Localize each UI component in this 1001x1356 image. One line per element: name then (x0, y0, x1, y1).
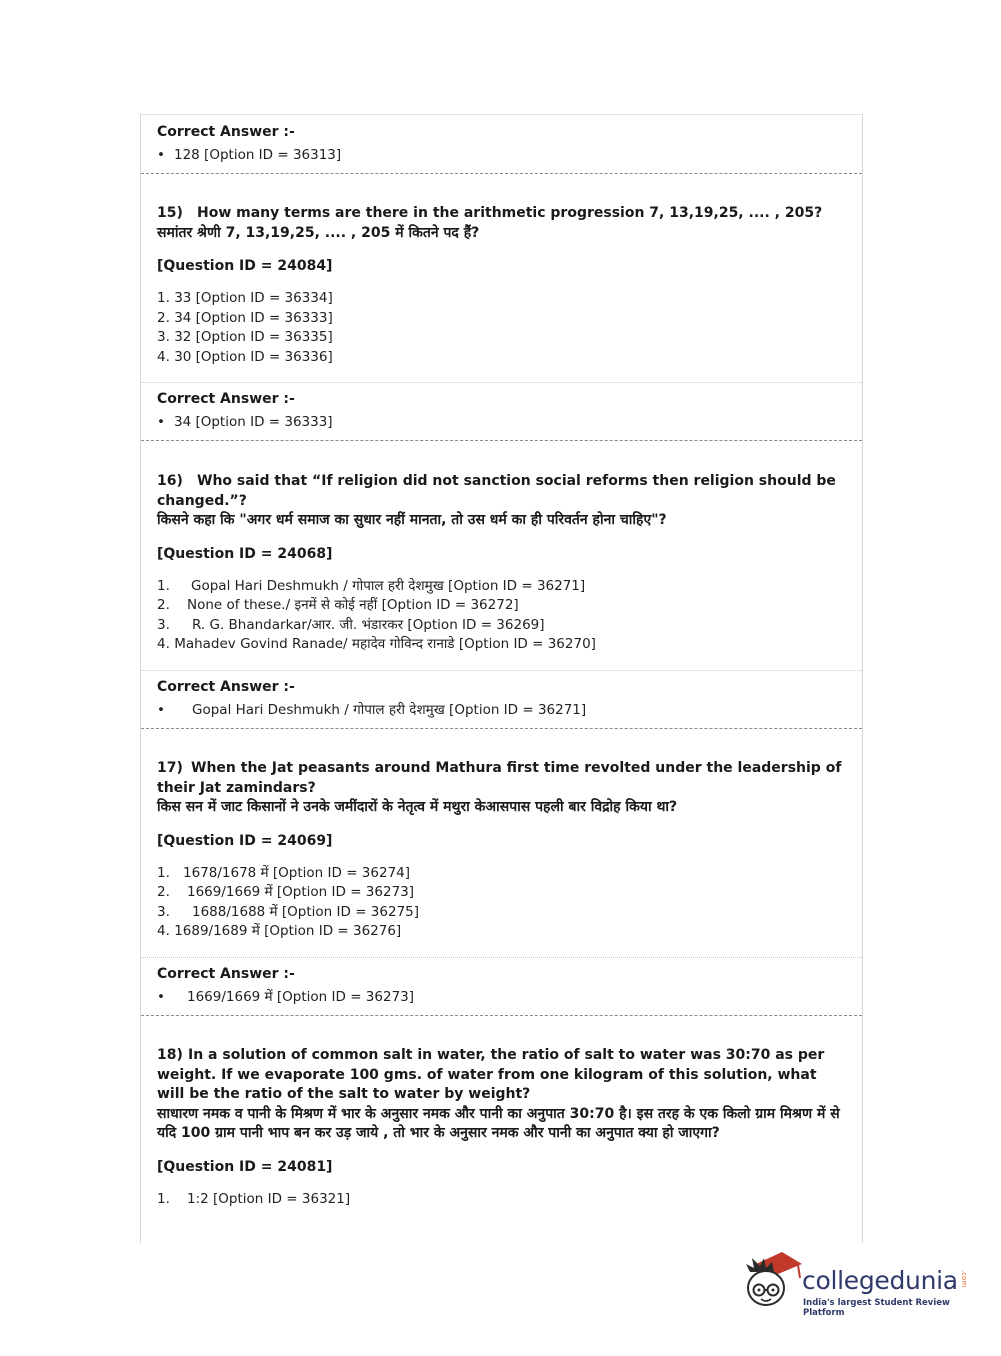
correct-answer-item (157, 413, 862, 431)
option-item (157, 289, 862, 309)
mascot-icon (742, 1250, 804, 1312)
correct-answer-title: Correct Answer :- (157, 391, 295, 407)
option-text: 1688/1688 में [Option ID = 36275] (192, 903, 420, 920)
option-item (157, 635, 862, 655)
collegedunia-logo (742, 1250, 972, 1320)
option-number: 2. (157, 884, 170, 901)
bullet-icon: • (157, 702, 165, 718)
bullet-icon: • (157, 147, 165, 163)
correct-answer-title: Correct Answer :- (157, 966, 295, 982)
question-paper-sheet (140, 114, 863, 1243)
logo-tagline: India's largest Student Review Platform (803, 1298, 950, 1318)
option-text: Mahadev Govind Ranade/ महादेव गोविन्द रानाडे [Option ID = 36270] (174, 636, 596, 653)
question-block-17 (141, 759, 862, 942)
option-text: R. G. Bhandarkar/आर. जी. भंडारकर [Option ID = 36269] (192, 616, 545, 633)
option-number: 4. (157, 923, 170, 940)
question-id: [Question ID = 24081] (157, 1158, 333, 1175)
question-id: [Question ID = 24069] (157, 832, 333, 849)
question-english: When the Jat peasants around Mathura first time revolted under the leadership of their Jat zamindars? (157, 760, 842, 796)
question-separator (141, 728, 862, 729)
question-text (157, 1046, 862, 1105)
option-text: 1:2 [Option ID = 36321] (187, 1190, 351, 1207)
question-number: 17) (157, 760, 183, 776)
correct-answer-block-16 (141, 678, 862, 719)
question-hindi: समांतर श्रेणी 7, 13,19,25, .... , 205 में कितने पद हैं? (157, 224, 480, 241)
correct-answer-text: 1669/1669 में [Option ID = 36273] (187, 989, 415, 1005)
option-number: 3. (157, 903, 170, 920)
correct-answer-item (157, 146, 862, 164)
option-item (157, 596, 862, 616)
option-number: 4. (157, 636, 170, 653)
correct-answer-text: Gopal Hari Deshmukh / गोपाल हरी देशमुख [Option ID = 36271] (192, 702, 587, 718)
option-item (157, 883, 862, 903)
option-number: 2. (157, 309, 170, 326)
answer-separator (141, 957, 862, 958)
option-text: 1689/1689 में [Option ID = 36276] (174, 923, 402, 940)
option-item (157, 616, 862, 636)
option-item (157, 328, 862, 348)
option-item (157, 864, 862, 884)
question-hindi: किसने कहा कि "अगर धर्म समाज का सुधार नहीं मानता, तो उस धर्म का ही परिवर्तन होना चाहिए"? (157, 512, 667, 528)
correct-answer-block-14 (141, 123, 862, 164)
option-number: 2. (157, 597, 170, 614)
option-number: 3. (157, 329, 170, 346)
option-text: Gopal Hari Deshmukh / गोपाल हरी देशमुख [Option ID = 36271] (191, 577, 586, 594)
options-list (157, 1190, 862, 1210)
correct-answer-item (157, 988, 862, 1006)
question-hindi: साधारण नमक व पानी के मिश्रण में भार के अनुसार नमक और पानी का अनुपात 30:70 है। इस तरह के एक किलो ग्राम मिश्रण में से यदि 100 ग्राम पानी भाप बन कर उड़ जाये , तो भार के अनुसार नमक और पानी का अनुपात क्या हो जाएगा? (157, 1105, 840, 1141)
logo-domain-suffix: .com (960, 1270, 968, 1288)
option-text: 32 [Option ID = 36335] (174, 329, 333, 346)
bullet-icon: • (157, 989, 165, 1005)
question-number: 16) (157, 473, 183, 489)
question-separator (141, 440, 862, 441)
question-text (157, 204, 862, 224)
correct-answer-block-17 (141, 965, 862, 1006)
question-english: Who said that “If religion did not sanction social reforms then religion should be changed.”? (157, 473, 836, 509)
correct-answer-title: Correct Answer :- (157, 124, 295, 140)
option-item (157, 309, 862, 329)
question-text (157, 759, 862, 798)
question-separator (141, 1015, 862, 1016)
question-text (157, 472, 862, 511)
options-list (157, 577, 862, 655)
question-number: 18) (157, 1047, 183, 1063)
correct-answer-text: 34 [Option ID = 36333] (174, 414, 333, 430)
option-number: 1. (157, 577, 170, 594)
option-text: 30 [Option ID = 36336] (174, 348, 333, 365)
options-list (157, 864, 862, 942)
logo-wordmark: collegedunia (802, 1266, 958, 1295)
question-block-15 (141, 204, 862, 367)
option-text: 1678/1678 में [Option ID = 36274] (183, 864, 411, 881)
option-number: 4. (157, 348, 170, 365)
question-id: [Question ID = 24068] (157, 545, 333, 562)
question-id: [Question ID = 24084] (157, 258, 333, 274)
answer-separator (141, 382, 862, 383)
option-number: 1. (157, 290, 170, 306)
correct-answer-block-15 (141, 390, 862, 431)
option-text: 34 [Option ID = 36333] (174, 309, 333, 326)
bullet-icon: • (157, 414, 165, 430)
correct-answer-text: 128 [Option ID = 36313] (174, 147, 342, 163)
question-block-16 (141, 472, 862, 655)
option-item (157, 922, 862, 942)
question-number: 15) (157, 205, 183, 221)
option-number: 1. (157, 864, 170, 881)
option-number: 3. (157, 616, 170, 633)
option-item (157, 1190, 862, 1210)
question-english: In a solution of common salt in water, the ratio of salt to water was 30:70 as per weight. If we evaporate 100 gms. of water from one kilogram of this solution, what will be the ratio of the salt to water by weight? (157, 1047, 825, 1102)
question-hindi: किस सन में जाट किसानों ने उनके जमींदारों के नेतृत्व में मथुरा केआसपास पहली बार विद्रोह किया था? (157, 799, 678, 815)
options-list (157, 289, 862, 367)
answer-separator (141, 670, 862, 671)
option-item (157, 903, 862, 923)
option-text: None of these./ इनमें से कोई नहीं [Option ID = 36272] (187, 597, 519, 614)
option-text: 1669/1669 में [Option ID = 36273] (187, 884, 415, 901)
option-text: 33 [Option ID = 36334] (174, 290, 333, 306)
question-english: How many terms are there in the arithmetic progression 7, 13,19,25, .... , 205? (197, 205, 823, 221)
correct-answer-title: Correct Answer :- (157, 679, 295, 695)
option-number: 1. (157, 1190, 170, 1207)
option-item (157, 577, 862, 597)
question-separator (141, 173, 862, 174)
correct-answer-item (157, 701, 862, 719)
option-item (157, 348, 862, 368)
question-block-18 (141, 1046, 862, 1209)
